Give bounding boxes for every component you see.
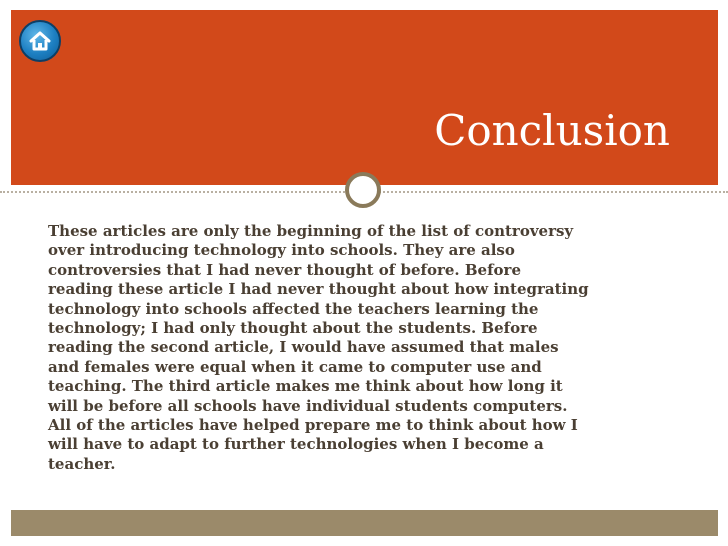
divider-circle bbox=[345, 172, 381, 208]
home-button[interactable] bbox=[19, 20, 61, 62]
slide-title: Conclusion bbox=[434, 106, 670, 155]
slide-body-text: These articles are only the beginning of the list of controversy over introducing technology into schools. They are also controversies that I had never thought of before. Before reading these article I had never thought about how integrating technology into schools affected the teachers learning the technology; I had only thought about the students. Before reading the second article, I would have assumed that males and females were equal when it came to computer use and teaching. The third article makes me think about how long it will be before all schools have individual students computers. All of the articles have helped prepare me to think about how I will have to adapt to further technologies when I become a teacher. bbox=[48, 222, 589, 473]
home-icon bbox=[28, 29, 52, 53]
footer-band bbox=[11, 510, 718, 536]
